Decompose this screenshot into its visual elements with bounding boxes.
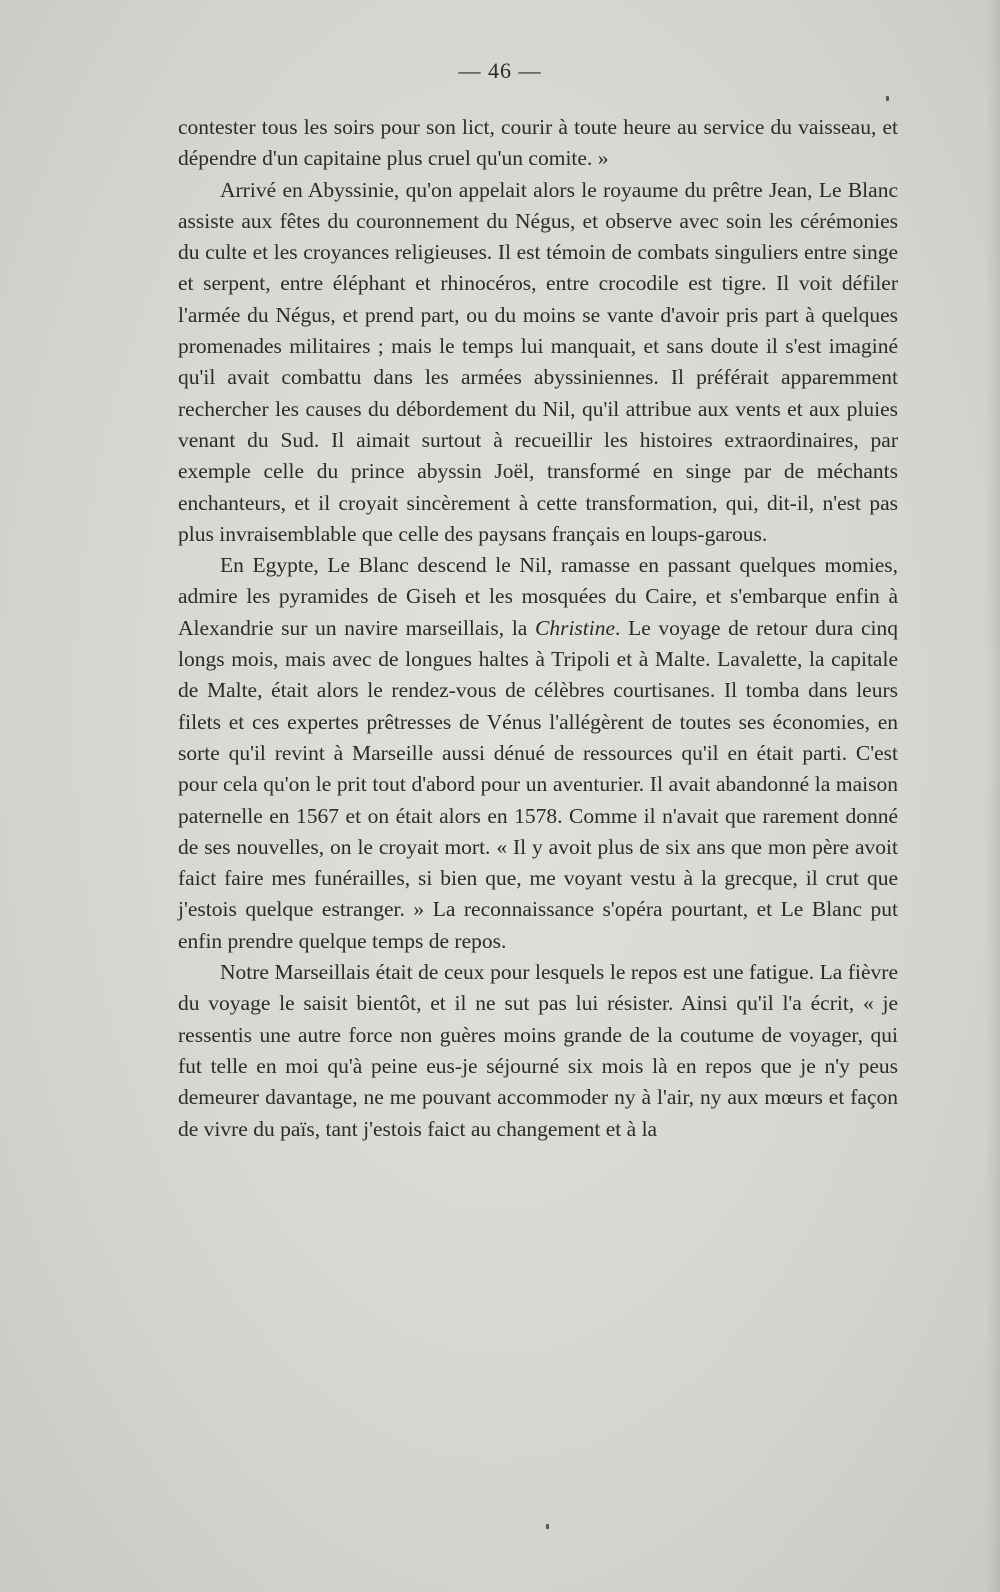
paragraph-egypt-start: En Egypte, Le Blanc descend le Nil, ramasse en passant quelques momies, admire les pyramides de Giseh et les mosquées du Caire, et s'embarque enfin à Alexandrie sur un navire marseillais, la — [178, 553, 898, 640]
paragraph-marseillais: Notre Marseillais était de ceux pour lesquels le repos est une fatigue. La fièvre du voyage le saisit bientôt, et il ne sut pas lui résister. Ainsi qu'il l'a écrit, « je ressentis une autre force non guères moins grande de la coutume de voyager, qui fut telle en moi qu'à peine eus-je séjourné six mois là en repos que je n'y peus demeurer davantage, ne me pouvant accommoder ny à l'air, ny aux mœurs et façon de vivre du païs, tant j'estois faict au changement et à la — [178, 960, 898, 1141]
paragraph-continuation: contester tous les soirs pour son lict, courir à toute heure au service du vaisseau, et dépendre d'un capitaine plus cruel qu'un comite. » — [178, 115, 898, 171]
body-text — [178, 112, 898, 1145]
paper-speck — [546, 1524, 549, 1529]
page-edge-shadow — [986, 0, 1000, 1592]
paragraph-egypt-end: . Le voyage de retour dura cinq longs mois, mais avec de longues haltes à Tripoli et à Malte. Lavalette, la capitale de Malte, était alors le rendez-vous de célèbres courtisanes. Il tomba dans leurs filets et ces expertes prêtresses de Vénus l'allégèrent de toutes ses économies, en sorte qu'il revint à Marseille aussi dénué de ressources qu'il en était parti. C'est pour cela qu'on le prit tout d'abord pour un aventurier. Il avait abandonné la maison paternelle en 1567 et on était alors en 1578. Comme il n'avait que rarement donné de ses nouvelles, on le croyait mort. « Il y avoit plus de six ans que mon père avoit faict faire mes funérailles, si bien que, me voyant vestu à la grecque, il crut que j'estois quelque estranger. » La reconnaissance s'opéra pourtant, et Le Blanc put enfin prendre quelque temps de repos. — [178, 615, 898, 953]
page-number: — 46 — — [458, 58, 542, 83]
paper-speck — [886, 96, 889, 101]
paragraph-abyssinia: Arrivé en Abyssinie, qu'on appelait alors le royaume du prêtre Jean, Le Blanc assiste aux fêtes du couronnement du Négus, et observe avec soin les cérémonies du culte et les croyances religieuses. Il est témoin de combats singuliers entre singe et serpent, entre éléphant et rhinocéros, entre crocodile est tigre. Il voit défiler l'armée du Négus, et prend part, ou du moins se vante d'avoir pris part à quelques promenades militaires ; mais le temps lui manquait, et sans doute il s'est imaginé qu'il avait combattu dans les armées abyssiniennes. Il préférait apparemment rechercher les causes du débordement du Nil, qu'il attribue aux vents et aux pluies venant du Sud. Il aimait surtout à recueillir les histoires extraordinaires, par exemple celle du prince abyssin Joël, transformé en singe par de méchants enchanteurs, et il croyait sincèrement à cette transformation, qui, dit-il, n'est pas plus invraisemblable que celle des paysans français en loups-garous. — [178, 177, 898, 546]
paragraph-egypt — [178, 550, 898, 957]
ship-name: Christine — [535, 615, 616, 640]
